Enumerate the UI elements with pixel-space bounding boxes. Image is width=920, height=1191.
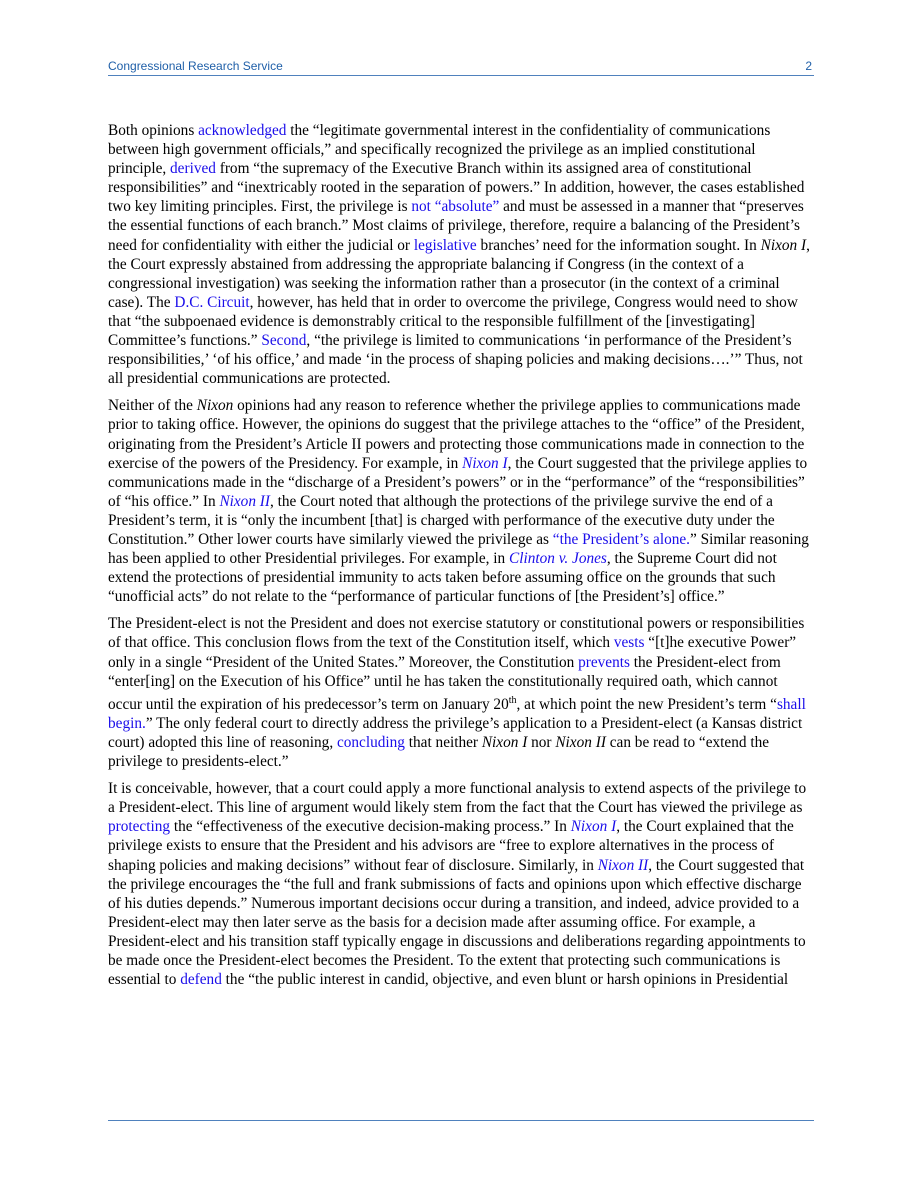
page-number: 2 <box>805 59 812 73</box>
link-defend[interactable]: defend <box>180 971 222 989</box>
link-protecting[interactable]: protecting <box>108 818 171 836</box>
link-vests[interactable]: vests <box>613 634 645 652</box>
paragraph-1 <box>108 121 814 388</box>
text-run: nor <box>527 734 556 751</box>
case-name-nixon-i: Nixon I <box>760 236 807 254</box>
text-run: and must be assessed in a manner that “preserves the essential functions of each branch.” Most claims of privilege, therefore, require a balancing of the President’s need for confidentiality with either the judicial or <box>108 198 804 254</box>
paragraph-4 <box>108 779 814 989</box>
link-shall-begin[interactable]: shall begin. <box>108 695 806 732</box>
link-presidents-alone[interactable]: “the President’s alone. <box>552 530 690 548</box>
page-header <box>108 58 814 76</box>
link-prevents[interactable]: prevents <box>578 653 630 671</box>
text-run: branches’ need for the information sought. In <box>476 236 761 254</box>
text-run: , the Court explained that the privilege exists to ensure that the President and his advisors are “free to explore alternatives in the process of shaping policies and making decisions” without fear of disclosure. Similarly, in <box>108 818 794 874</box>
link-clinton-v-jones[interactable]: Clinton v. Jones <box>509 550 607 568</box>
text-run: , the Court suggested that the privilege encourages the “the full and frank submissions of facts and opinions upon which effective discharge of his duties depends.” Numerous important decisions occur during a transition, and indeed, advice provided to a President-elect may then later serve as the basis for a decision made after assuming office. For example, a President-elect and his transition staff typically engage in discussions and deliberations regarding appointments to be made once the President-elect becomes the President. To the extent that protecting such communications is essential to <box>108 856 806 989</box>
text-run: , the Court expressly abstained from addressing the appropriate balancing if Congress (in the context of a congressional investigation) was seeking the information rather than a prosecutor (in the context of a criminal case). The <box>108 236 810 311</box>
text-run: Neither of the <box>108 397 197 415</box>
text-run: , however, has held that in order to overcome the privilege, Congress would need to show that “the subpoenaed evidence is demonstrably critical to the responsible fulfillment of the [investigating] Committee’s functions.” <box>108 293 798 350</box>
link-nixon-ii[interactable]: Nixon II <box>219 492 270 510</box>
document-body <box>108 121 814 997</box>
text-run: Both opinions <box>108 122 199 139</box>
link-second[interactable]: Second <box>261 332 307 350</box>
link-nixon-i[interactable]: Nixon I <box>462 454 508 472</box>
text-run: It is conceivable, however, that a court could apply a more functional analysis to extend aspects of the privilege to a President-elect. This line of argument would likely stem from the fact that the Court has viewed the privilege as <box>108 780 807 817</box>
footer-rule <box>108 1120 814 1121</box>
case-name-nixon-ii: Nixon II <box>555 734 606 751</box>
text-run: , the Supreme Court did not extend the protections of presidential immunity to acts taken before assuming office on the grounds that such “unofficial acts” do not relate to the “performance of particular functions of [the President’s] office.” <box>108 550 777 606</box>
text-run: The President-elect is not the President and does not exercise statutory or constitutional powers or responsibilities of that office. This conclusion flows from the text of the Constitution itself, which <box>108 615 805 652</box>
link-nixon-ii[interactable]: Nixon II <box>597 856 649 874</box>
text-run: , at which point the new President’s term “ <box>516 695 777 713</box>
link-nixon-i[interactable]: Nixon I <box>570 818 617 836</box>
link-not-absolute[interactable]: not “absolute” <box>411 198 500 216</box>
text-run: , the Court noted that although the protections of the privilege survive the end of a President’s term, it is “only the incumbent [that] is charged with performance of the executive duty under the Constitution.” Other lower courts have similarly viewed the privilege as <box>108 492 775 548</box>
text-run: the “legitimate governmental interest in the confidentiality of communications between high government officials,” and specifically recognized the privilege as an implied constitutional principle, <box>108 122 771 178</box>
superscript-th: th <box>508 694 517 706</box>
text-run: “[t]he executive Power” only in a single “President of the United States.” Moreover, the Constitution <box>108 634 797 671</box>
text-run: the “the public interest in candid, objective, and even blunt or harsh opinions in Presidential <box>221 971 789 989</box>
text-run: , “the privilege is limited to communications ‘in performance of the President’s responsibilities,’ ‘of his office,’ and made ‘in the process of shaping policies and making decisions….’” Thus, not all presidential communications are protected. <box>108 332 803 388</box>
text-run: ” The only federal court to directly address the privilege’s application to a President-elect (a Kansas district court) adopted this line of reasoning, <box>108 714 803 751</box>
link-legislative[interactable]: legislative <box>413 236 477 254</box>
text-run: the “effectiveness of the executive decision-making process.” In <box>170 818 571 836</box>
text-run: that neither <box>404 734 482 751</box>
text-run: , the Court suggested that the privilege applies to communications made in the “discharge of a President’s powers” or in the “performance” of the “responsibilities” of “his office.” In <box>108 454 808 510</box>
link-dc-circuit[interactable]: D.C. Circuit <box>174 293 250 311</box>
paragraph-3 <box>108 614 814 771</box>
text-run: ” Similar reasoning has been applied to other Presidential privileges. For example, in <box>108 530 809 568</box>
paragraph-2 <box>108 396 814 606</box>
header-org-name: Congressional Research Service <box>108 59 283 73</box>
link-concluding[interactable]: concluding <box>336 734 405 751</box>
text-run: opinions had any reason to reference whether the privilege applies to communications made prior to taking office. However, the opinions do suggest that the privilege attaches to the “office” of the President, originating from the President’s Article II powers and protecting those communications made in connection to the exercise of the powers of the Presidency. For example, in <box>108 397 805 472</box>
text-run: can be read to “extend the privilege to presidents-elect.” <box>108 734 770 771</box>
link-acknowledged[interactable]: acknowledged <box>198 122 287 139</box>
text-run: from “the supremacy of the Executive Branch within its assigned area of constitutional responsibilities” and “inextricably rooted in the separation of powers.” In addition, however, the cases established two key limiting principles. First, the privilege is <box>108 160 805 216</box>
text-run: the President-elect from “enter[ing] on the Execution of his Office” until he has taken the constitutionally required oath, which cannot occur until the expiration of his predecessor’s term on January 20 <box>108 653 781 713</box>
link-derived[interactable]: derived <box>170 160 216 178</box>
case-name-nixon: Nixon <box>196 397 234 415</box>
case-name-nixon-i: Nixon I <box>481 734 528 751</box>
